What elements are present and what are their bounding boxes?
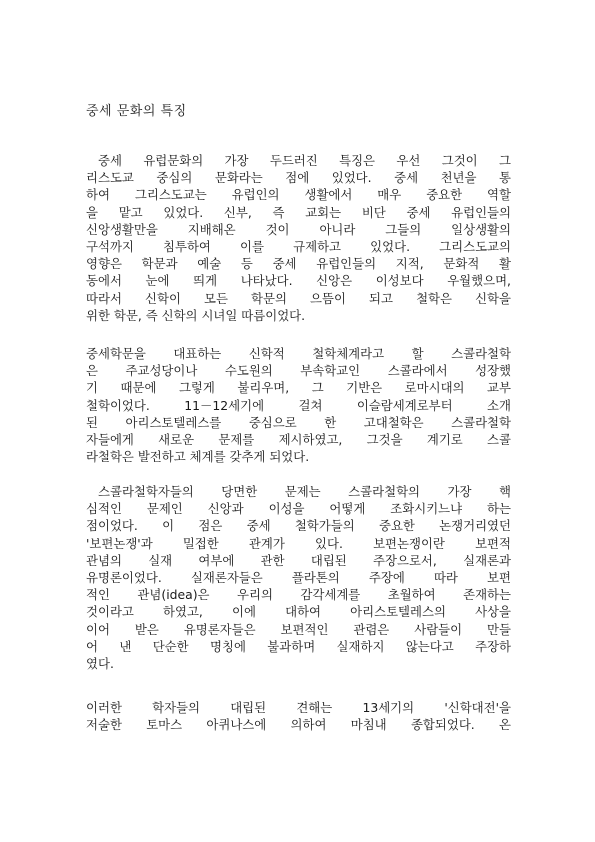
text-line: 은 주교성당이나 수도원의 부속학교인 스콜라에서 성장했	[86, 363, 511, 379]
text-line: 점이었다. 이 점은 중세 철학가들의 중요한 논쟁거리였던	[86, 518, 511, 534]
document-title: 중세 문화의 특징	[86, 104, 187, 119]
text-line: 을 맡고 있었다. 신부, 즉 교회는 비단 중세 유럽인들의	[86, 204, 511, 220]
text-line: 따라서 신학이 모든 학문의 으뜸이 되고 철학은 신학을	[86, 290, 511, 306]
text-line: 이러한 학자들의 대립된 견해는 13세기의 '신학대전'을	[86, 700, 511, 715]
text-line: 동에서 눈에 띄게 나타났다. 신앙은 이성보다 우월했으며,	[86, 273, 511, 289]
text-line: 라철학은 발전하고 체계를 갖추게 되었다.	[86, 449, 310, 465]
paragraph-3	[86, 483, 511, 672]
text-line: 영향은 학문과 예술 등 중세 유럽인들의 지적, 문화적 활	[86, 256, 511, 272]
text-line: 적인 관념(idea)은 우리의 감각세계를 초월하여 존재하는	[86, 587, 511, 603]
text-line: 것이라고 하였고, 이에 대하여 아리스토텔레스의 사상을	[86, 604, 511, 620]
text-line: 된 아리스토텔레스를 중심으로 한 고대철학은 스콜라철학	[86, 414, 511, 430]
text-line: '보편논쟁'과 밀접한 관계가 있다. 보편논쟁이란 보편적	[86, 535, 511, 551]
paragraph-4	[86, 699, 511, 733]
text-line: 위한 학문, 즉 신학의 시녀일 따름이었다.	[86, 307, 306, 323]
text-line: 하여 그리스도교는 유럽인의 생활에서 매우 중요한 역할	[86, 187, 511, 203]
paragraph-1	[86, 152, 511, 324]
text-line: 신앙생활만을 지배해온 것이 아니라 그들의 일상생활의	[86, 221, 511, 237]
text-line: 철학이었다. 11－12세기에 걸쳐 이슬람세계로부터 소개	[86, 397, 511, 413]
paragraph-2	[86, 345, 511, 465]
text-line: 중세학문을 대표하는 신학적 철학체계라고 할 스콜라철학	[86, 346, 511, 361]
text-line: 리스도교 중심의 문화라는 점에 있었다. 중세 천년을 통	[86, 170, 511, 186]
text-line: 였다.	[86, 655, 114, 671]
text-line: 저술한 토마스 아퀴나스에 의하여 마침내 종합되었다. 온	[86, 717, 511, 733]
text-line: 심적인 문제인 신앙과 이성을 어떻게 조화시키느냐 하는	[86, 501, 511, 517]
text-line: 중세 유럽문화의 가장 두드러진 특징은 우선 그것이 그	[98, 153, 511, 168]
text-line: 자들에게 새로운 문제를 제시하였고, 그것을 계기로 스콜	[86, 431, 511, 447]
text-line: 구석까지 침투하여 이를 규제하고 있었다. 그리스도교의	[86, 238, 511, 254]
text-line: 스콜라철학자들의 당면한 문제는 스콜라철학의 가장 핵	[98, 484, 511, 499]
text-line: 유명론이었다. 실재론자들은 플라톤의 주장에 따라 보편	[86, 569, 511, 585]
text-line: 관념의 실재 여부에 관한 대립된 주장으로서, 실재론과	[86, 552, 511, 568]
text-line: 어 낸 단순한 명칭에 불과하며 실재하지 않는다고 주장하	[86, 638, 511, 654]
text-line: 이어 받은 유명론자들은 보편적인 관렴은 사람들이 만들	[86, 621, 511, 637]
text-line: 기 때문에 그렇게 불리우며, 그 기반은 로마시대의 교부	[86, 380, 511, 396]
